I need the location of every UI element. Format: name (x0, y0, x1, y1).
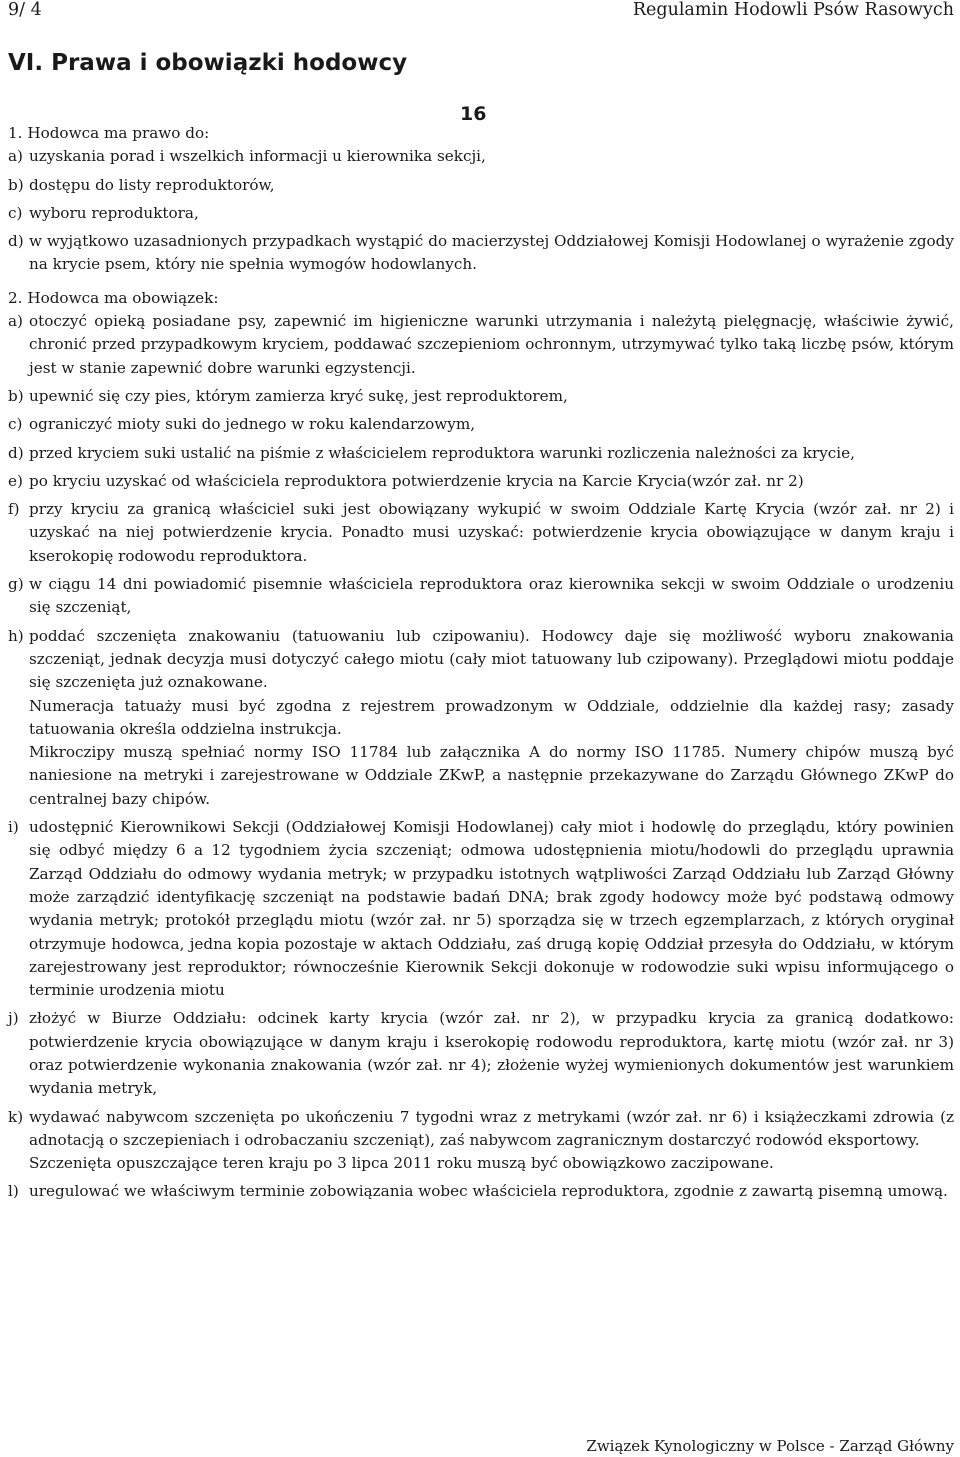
item-text: w wyjątkowo uzasadnionych przypadkach wystąpić do macierzystej Oddziałowej Komisji Hodowlanej o wyrażenie zgody na krycie psem, który nie spełnia wymogów hodowlanych. (29, 232, 954, 274)
item-label: g) (8, 575, 24, 594)
item-text: przy kryciu za granicą właściciel suki jest obowiązany wykupić w swoim Oddziale Kartę Krycia (wzór zał. nr 2) i uzyskać na niej potwierdzenie krycia. Ponadto musi uzyskać: potwierdzenie krycia obowiązujące w danym kraju i kserokopię rodowodu reproduktora. (29, 500, 954, 565)
item-label: e) (8, 471, 23, 490)
duties-heading: 2. Hodowca ma obowiązek: (8, 288, 219, 307)
item-text: uzyskania porad i wszelkich informacji u kierownika sekcji, (29, 147, 486, 166)
item-label: d) (8, 443, 24, 462)
item-text: wyboru reproduktora, (29, 203, 199, 222)
item-label: a) (8, 147, 23, 166)
page-header (8, 0, 954, 26)
document-body (8, 122, 954, 1204)
item-label: c) (8, 203, 23, 222)
item-text-extra: Szczenięta opuszczające teren kraju po 3 lipca 2011 roku muszą być obowiązkowo zaczipowane. (29, 1154, 774, 1173)
item-label: b) (8, 386, 24, 405)
list-item (8, 230, 954, 277)
item-text: złożyć w Biurze Oddziału: odcinek karty krycia (wzór zał. nr 2), w przypadku krycia za granicą dodatkowo: potwierdzenie krycia obowiązujące w danym kraju i kserokopię rodowodu reproduktora, kartę miotu (wzór zał. nr 3) oraz potwierdzenie wykonania znakowania (wzór zał. nr 4); złożenie wyżej wymienionych dokumentów jest warunkiem wydania metryk, (29, 1009, 954, 1098)
rights-heading: 1. Hodowca ma prawo do: (8, 124, 210, 142)
item-label: j) (8, 1009, 19, 1028)
duties-section (8, 287, 954, 1204)
list-item (8, 625, 954, 811)
item-text: po kryciu uzyskać od właściciela reproduktora potwierdzenie krycia na Karcie Krycia(wzór zał. nr 2) (29, 471, 804, 490)
list-item (8, 385, 954, 408)
list-item (8, 1180, 954, 1203)
item-text: w ciągu 14 dni powiadomić pisemnie właściciela reproduktora oraz kierownika sekcji w swoim Oddziale o urodzeniu się szczeniąt, (29, 575, 954, 617)
item-label: k) (8, 1107, 24, 1126)
item-text: przed kryciem suki ustalić na piśmie z właścicielem reproduktora warunki rozliczenia należności za krycie, (29, 443, 855, 462)
item-label: i) (8, 818, 19, 837)
page-footer: Związek Kynologiczny w Polsce - Zarząd Główny (586, 1437, 954, 1455)
item-text: ograniczyć mioty suki do jednego w roku kalendarzowym, (29, 415, 476, 434)
item-text: upewnić się czy pies, którym zamierza kryć sukę, jest reproduktorem, (29, 386, 568, 405)
section-title: VI. Prawa i obowiązki hodowcy (8, 50, 408, 76)
rights-section (8, 122, 954, 277)
item-label: c) (8, 415, 23, 434)
item-text: uregulować we właściwym terminie zobowiązania wobec właściciela reproduktora, zgodnie z zawartą pisemną umową. (29, 1182, 948, 1201)
list-item (8, 174, 954, 197)
item-text: poddać szczenięta znakowaniu (tatuowaniu lub czipowaniu). Hodowcy daje się możliwość wyboru znakowania szczeniąt, jednak decyzja musi dotyczyć całego miotu (cały miot tatuowany lub czipowany). Przeglądowi miotu poddaje się szczenięta już oznakowane. (29, 626, 954, 692)
list-item (8, 413, 954, 436)
item-label: b) (8, 175, 24, 194)
item-text: udostępnić Kierownikowi Sekcji (Oddziałowej Komisji Hodowlanej) cały miot i hodowlę do przeglądu, który powinien się odbyć między 6 a 12 tygodniem życia szczeniąt; odmowa udostępnienia miotu/hodowli do przeglądu uprawnia Zarząd Oddziału do odmowy wydania metryk; w przypadku istotnych wątpliwości Zarząd Oddziału lub Zarząd Główny może zarządzić identyfikację szczeniąt na podstawie badań DNA; brak zgody hodowcy może być podstawą odmowy wydania metryk; protokół przeglądu miotu (wzór zał. nr 5) sporządza się w trzech egzemplarzach, z których oryginał otrzymuje hodowca, jedna kopia pozostaje w aktach Oddziału, zaś drugą kopię Oddział przesyła do Oddziału, w którym zarejestrowany jest reproduktor; równocześnie Kierownik Sekcji dokonuje w rodowodzie suki wpisu informującego o terminie urodzenia miotu (29, 818, 954, 1000)
item-label: h) (8, 626, 24, 645)
item-label: a) (8, 312, 23, 331)
page-number: 9/ 4 (8, 0, 42, 20)
list-item (8, 310, 954, 380)
list-item (8, 1007, 954, 1100)
document-title: Regulamin Hodowli Psów Rasowych (632, 0, 954, 20)
item-text-extra: Numeracja tatuaży musi być zgodna z rejestrem prowadzonym w Oddziale, oddzielnie dla każdej rasy; zasady tatuowania określa oddzielna instrukcja. (29, 696, 954, 738)
item-label: l) (8, 1182, 19, 1201)
list-item (8, 145, 954, 168)
list-item (8, 1106, 954, 1176)
item-label: f) (8, 500, 20, 519)
item-text: otoczyć opieką posiadane psy, zapewnić im higieniczne warunki utrzymania i należytą pielęgnację, właściwie żywić, chronić przed przypadkowym kryciem, poddawać szczepieniom ochronnym, utrzymywać tylko taką liczbę psów, którym jest w stanie zapewnić dobre warunki egzystencji. (29, 312, 954, 377)
list-item (8, 573, 954, 620)
item-text: wydawać nabywcom szczenięta po ukończeniu 7 tygodni wraz z metrykami (wzór zał. nr 6) i książeczkami zdrowia (z adnotacją o szczepieniach i odrobaczaniu szczeniąt), zaś nabywcom zagranicznym dostarczyć rodowód eksportowy. (29, 1107, 954, 1149)
paragraph-number: 16 (460, 103, 487, 125)
item-label: d) (8, 232, 24, 251)
list-item (8, 498, 954, 568)
item-body (29, 625, 954, 811)
item-text: dostępu do listy reproduktorów, (29, 175, 275, 194)
list-item (8, 202, 954, 225)
list-item (8, 816, 954, 1002)
list-item (8, 470, 954, 493)
item-body (29, 1106, 954, 1176)
item-text-extra: Mikroczipy muszą spełniać normy ISO 11784 lub załącznika A do normy ISO 11785. Numery chipów muszą być naniesione na metryki i zarejestrowane w Oddziale ZKwP, a następnie przekazywane do Zarządu Głównego ZKwP do centralnej bazy chipów. (29, 743, 954, 808)
list-item (8, 442, 954, 465)
